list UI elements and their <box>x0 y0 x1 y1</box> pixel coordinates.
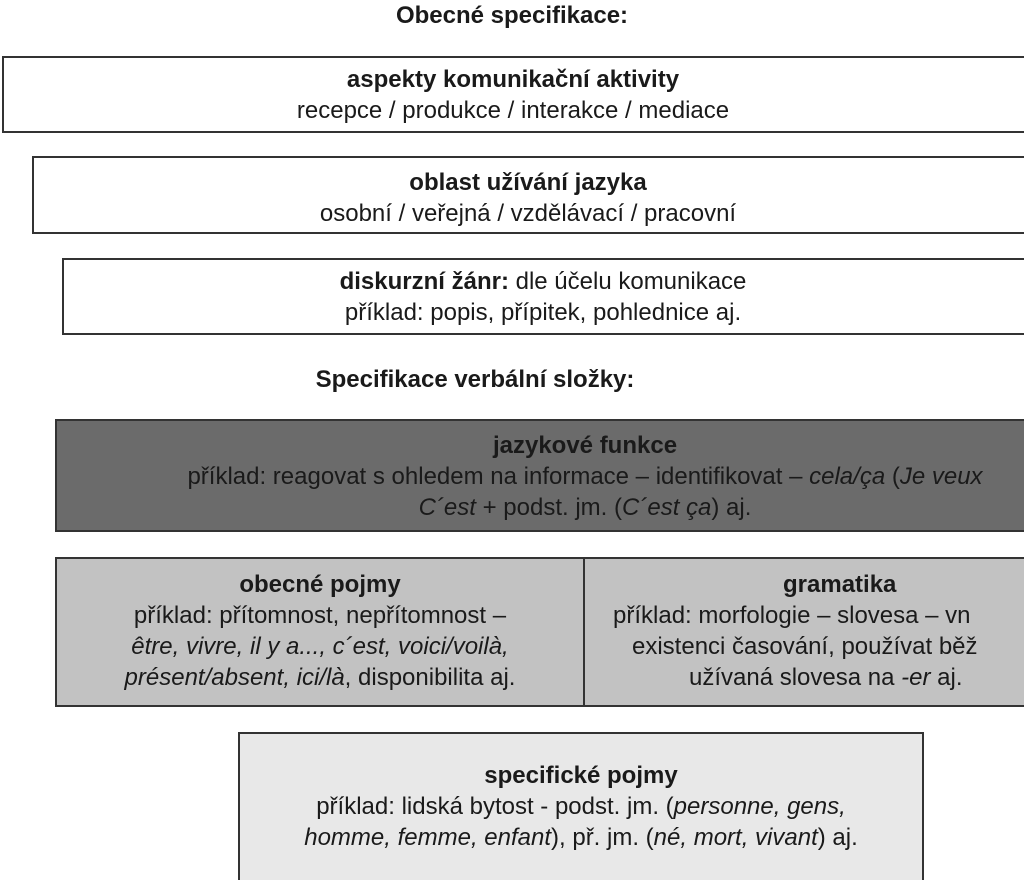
box-communicative-aspects-values: recepce / produkce / interakce / mediace <box>296 97 730 124</box>
box-specific-concepts-title: specifické pojmy <box>484 762 678 789</box>
box-general-concepts-line2: être, vivre, il y a..., c´est, voici/voilà, <box>131 633 509 660</box>
box-specific-concepts-line1: příklad: lidská bytost - podst. jm. (personne, gens, <box>316 793 846 820</box>
box-general-concepts-title: obecné pojmy <box>239 571 401 598</box>
box-grammar-line1: příklad: morfologie – slovesa – vn <box>613 602 971 629</box>
box-grammar <box>583 557 1024 707</box>
box-grammar-title: gramatika <box>783 571 897 598</box>
box-language-functions <box>55 419 1024 532</box>
box-discourse-genre-line1 <box>62 266 1024 297</box>
box-discourse-genre-example: příklad: popis, přípitek, pohlednice aj. <box>344 299 742 326</box>
box-discourse-genre-label: diskurzní žánr: <box>339 268 509 295</box>
heading-verbal-component: Specifikace verbální složky: <box>315 366 635 393</box>
box-communicative-aspects-title: aspekty komunikační aktivity <box>346 66 680 93</box>
box-language-functions-line1: příklad: reagovat s ohledem na informace – identifikovat – cela/ça (Je veux <box>187 463 983 490</box>
box-communicative-aspects <box>2 56 1024 133</box>
box-specific-concepts-line2: homme, femme, enfant), př. jm. (né, mort, vivant) aj. <box>304 824 858 851</box>
box-language-domain-values: osobní / veřejná / vzdělávací / pracovní <box>319 200 737 227</box>
box-language-domain-title: oblast užívání jazyka <box>409 169 647 196</box>
box-discourse-genre-label-rest: dle účelu komunikace <box>508 268 747 295</box>
box-grammar-line2: existenci časování, používat běž <box>632 633 978 660</box>
box-general-concepts <box>55 557 585 707</box>
box-language-domain <box>32 156 1024 234</box>
box-language-functions-line2: C´est + podst. jm. (C´est ça) aj. <box>418 494 752 521</box>
box-general-concepts-line3: présent/absent, ici/là, disponibilita aj. <box>124 664 516 691</box>
box-grammar-line3: užívaná slovesa na -er aj. <box>689 664 963 691</box>
box-general-concepts-line1: příklad: přítomnost, nepřítomnost – <box>133 602 507 629</box>
box-discourse-genre <box>62 258 1024 335</box>
heading-general-specifications: Obecné specifikace: <box>395 2 629 29</box>
box-language-functions-title: jazykové funkce <box>492 432 678 459</box>
box-specific-concepts <box>238 732 924 880</box>
